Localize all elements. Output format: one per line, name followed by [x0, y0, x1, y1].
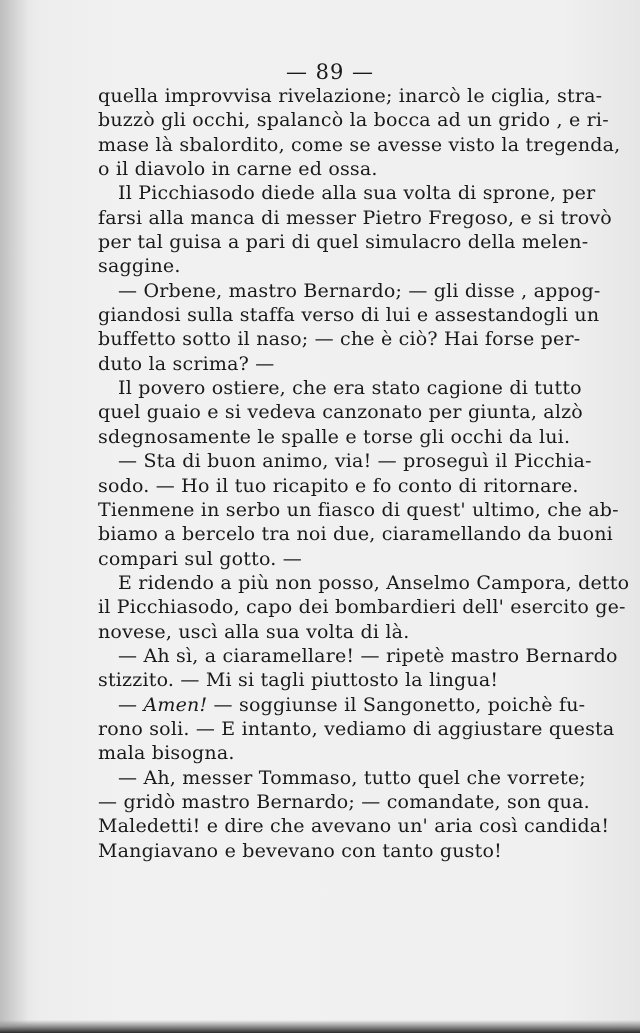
text-line: sodo. — Ho il tuo ricapito e fo conto di ritornare.: [98, 474, 579, 497]
text-line: — Amen! — soggiunse il Sangonetto, poichè fu-: [118, 693, 586, 716]
text-line: E ridendo a più non posso, Anselmo Campora, detto: [118, 571, 630, 594]
text-line: il Picchiasodo, capo dei bombardieri dell' esercito ge-: [98, 596, 626, 619]
text-line: quella improvvisa rivelazione; inarcò le ciglia, stra-: [98, 85, 603, 107]
text-line: mase là sbalordito, come se avesse visto la tregenda,: [98, 133, 621, 156]
text-line: duto la scrima? —: [98, 352, 275, 375]
text-line: Maledetti! e dire che avevano un' aria così candida!: [98, 815, 610, 838]
text-line: o il diavolo in carne ed ossa.: [98, 158, 378, 181]
text-line: — Sta di buon animo, via! — proseguì il Picchia-: [118, 450, 592, 473]
text-line: farsi alla manca di messer Pietro Fregoso, e si trovò: [98, 206, 612, 229]
text-line: — gridò mastro Bernardo; — comandate, son qua.: [98, 790, 590, 813]
text-line: rono soli. — E intanto, vediamo di aggiustare questa: [98, 717, 615, 740]
text-line: — Ah sì, a ciaramellare! — ripetè mastro Bernardo: [118, 644, 618, 667]
page-number: — 89 —: [285, 60, 375, 84]
text-line: biamo a bercelo tra noi due, ciaramellando da buoni: [98, 523, 613, 546]
italic-word: Amen!: [143, 693, 208, 716]
text-line: novese, uscì alla sua volta di là.: [98, 620, 410, 643]
text-line: sdegnosamente le spalle e torse gli occhi da lui.: [98, 425, 571, 448]
text-line: buzzò gli occhi, spalancò la bocca ad un grido , e ri-: [98, 109, 609, 132]
text-line: Tienmene in serbo un fiasco di quest' ultimo, che ab-: [98, 498, 619, 521]
text-line: per tal guisa a pari di quel simulacro della melen-: [98, 231, 589, 254]
page-bottom-edge: [0, 1020, 640, 1033]
text-line: — Orbene, mastro Bernardo; — gli disse , appog-: [118, 279, 601, 302]
text-line: — Ah, messer Tommaso, tutto quel che vorrete;: [118, 766, 586, 789]
text-line: Il povero ostiere, che era stato cagione di tutto: [118, 377, 582, 400]
text-line: compari sul gotto. —: [98, 547, 302, 570]
text-line: quel guaio e si vedeva canzonato per giunta, alzò: [98, 401, 583, 424]
page-gutter-shadow: [0, 0, 28, 1033]
text-line: Il Picchiasodo diede alla sua volta di sprone, per: [118, 182, 596, 205]
text-line: buffetto sotto il naso; — che è ciò? Hai forse per-: [98, 328, 581, 351]
text-line: Mangiavano e bevevano con tanto gusto!: [98, 839, 502, 862]
text-line: giandosi sulla staffa verso di lui e assestandogli un: [98, 304, 600, 327]
page-body-text: [98, 84, 630, 863]
text-line: saggine.: [98, 255, 181, 278]
text-line: stizzito. — Mi si tagli piuttosto la lingua!: [98, 669, 499, 692]
text-line: mala bisogna.: [98, 742, 235, 765]
